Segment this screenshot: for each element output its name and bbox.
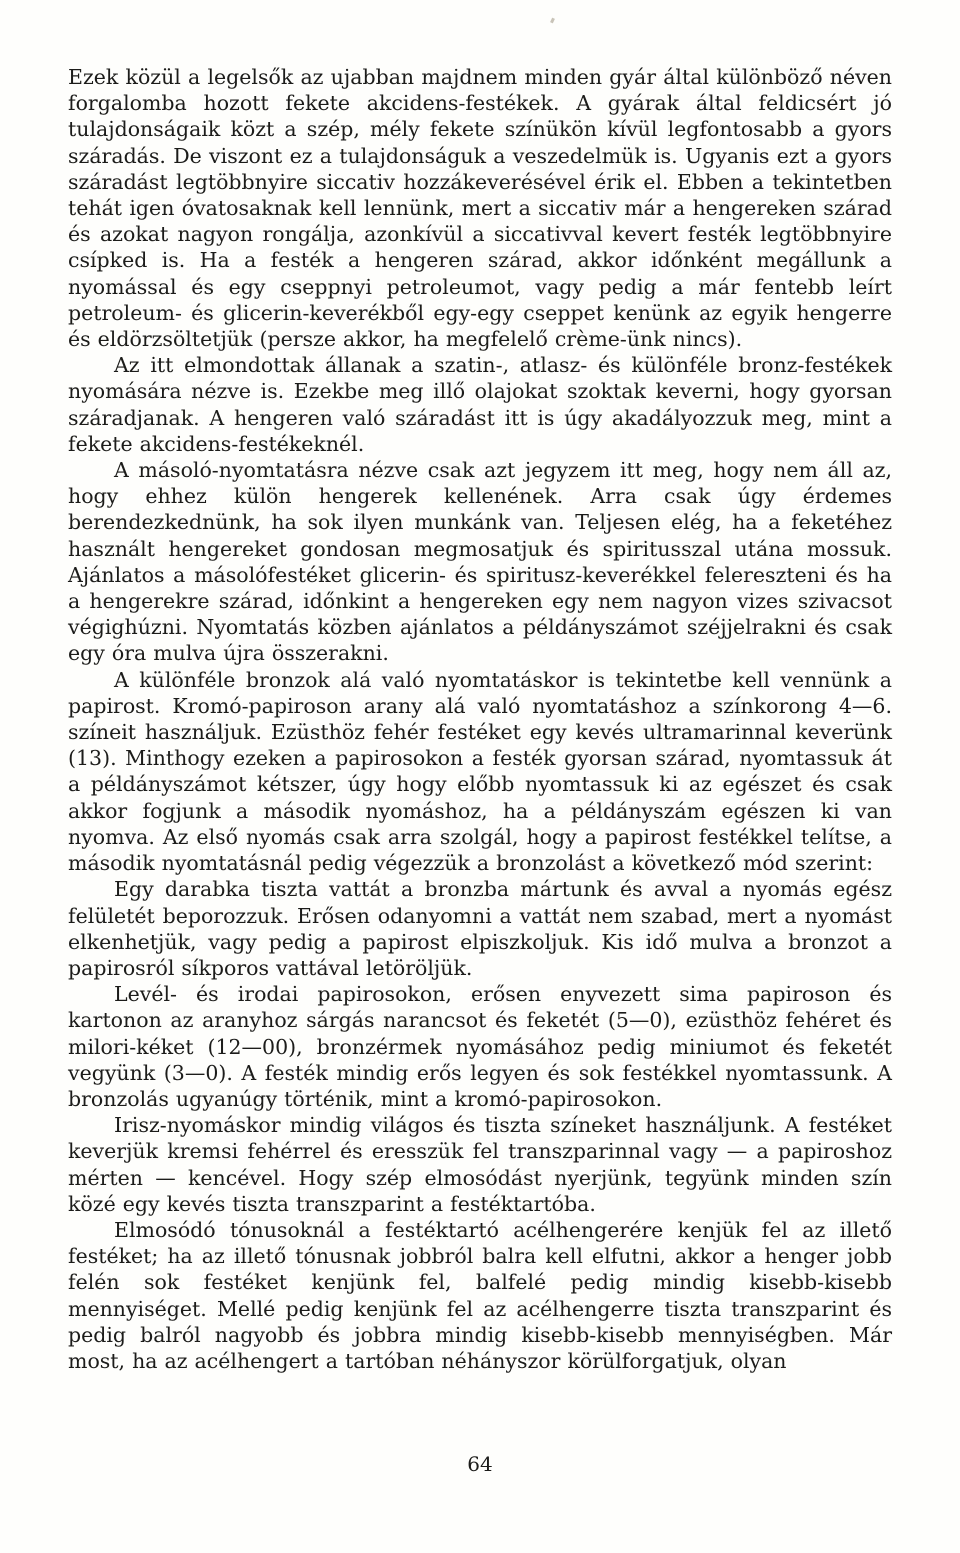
paragraph-1: Ezek közül a legelsők az ujabban majdnem minden gyár által különböző néven forgalomba hozott fekete akcidens-festékek. A gyárak által feldicsért jó tulajdonságaik közt a szép, mély fekete színükön kívül legfontosabb a gyors száradás. De viszont ez a tulajdonságuk a veszedelmük is. Ugyanis ezt a gyors száradást legtöbbnyire siccativ hozzákeverésével érik el. Ebben a tekintetben tehát igen óvatosaknak kell lennünk, mert a siccativ már a hengereken szárad és azokat nagyon rongálja, azonkívül a siccativval kevert festék legtöbbnyire csípked is. Ha a festék a hengeren szárad, akkor időnként megállunk a nyomással és egy cseppnyi petroleumot, vagy pedig a már fentebb leírt petroleum- és glicerin-keverékből egy-egy cseppet kenünk az egyik hengerre és eldörzsöltetjük (persze akkor, ha megfelelő crème-ünk nincs). <box>68 65 892 352</box>
paragraph-6: Levél- és irodai papirosokon, erősen enyvezett sima papiroson és kartonon az aranyhoz sárgás narancsot és feketét (5—0), ezüsthöz fehéret és milori-kéket (12—00), bronzérmek nyomásához pedig miniumot és feketét vegyünk (3—0). A festék mindig erős legyen és sok festékkel nyomtassunk. A bronzolás ugyanúgy történik, mint a kromó-papirosokon. <box>68 982 892 1111</box>
body-text <box>68 64 892 1374</box>
paragraph-4: A különféle bronzok alá való nyomtatáskor is tekintetbe kell vennünk a papirost. Kromó-papiroson arany alá való nyomtatáshoz a színkorong 4—6. színeit használjuk. Ezüsthöz fehér festéket egy kevés ultramarinnal keverünk (13). Minthogy ezeken a papirosokon a festék gyorsan szárad, nyomtassuk át a példányszámot kétszer, úgy hogy előbb nyomtassuk ki az egészet és csak akkor fogjunk a második nyomáshoz, ha a példányszám egészen ki van nyomva. Az első nyomás csak arra szolgál, hogy a papirost festékkel telítse, a második nyomtatásnál pedig végezzük a bronzolást a következő mód szerint: <box>68 667 892 876</box>
paragraph-3: A másoló-nyomtatásra nézve csak azt jegyzem itt meg, hogy nem áll az, hogy ehhez külön hengerek kellenének. Arra csak úgy érdemes berendezkednünk, ha sok ilyen munkánk van. Teljesen elég, ha a feketéhez használt hengereket gondosan megmosatjuk és spiritusszal utána mossuk. Ajánlatos a másolófestéket glicerin- és spiritusz-keverékkel felereszteni és ha a hengerekre szárad, időnkint a hengereken egy nem nagyon vizes szivacsot végighúzni. Nyomtatás közben ajánlatos a példányszámot széjjelrakni és csak egy óra mulva újra összerakni. <box>68 458 892 666</box>
paragraph-8: Elmosódó tónusoknál a festéktartó acélhengerére kenjük fel az illető festéket; ha az illető tónusnak jobbról balra kell elfutni, akkor a henger jobb felén sok festéket kenjünk fel, balfelé pedig mindig kisebb-kisebb mennyiséget. Mellé pedig kenjünk fel az acélhengerre tiszta transzparint és pedig balról nagyobb és jobbra mindig kisebb-kisebb mennyiségben. Már most, ha az acélhengert a tartóban néhányszor körülforgatjuk, olyan <box>68 1217 892 1373</box>
page-number: 64 <box>467 1452 493 1476</box>
paper-speck <box>550 18 555 24</box>
paragraph-2: Az itt elmondottak állanak a szatin-, atlasz- és különféle bronz-festékek nyomására nézve is. Ezekbe meg illő olajokat szoktak keverni, hogy gyorsan száradjanak. A hengeren való száradást itt is úgy akadályozzuk meg, mint a fekete akcidens-festékeknél. <box>68 353 892 456</box>
paragraph-7: Irisz-nyomáskor mindig világos és tiszta színeket használjunk. A festéket keverjük kremsi fehérrel és eresszük fel transzparinnal vagy — a papiroshoz mérten — kencével. Hogy szép elmosódást nyerjünk, tegyünk minden szín közé egy kevés tiszta transzparint a festéktartóba. <box>68 1113 892 1216</box>
paragraph-5: Egy darabka tiszta vattát a bronzba mártunk és avval a nyomás egész felületét beporozzuk. Erősen odanyomni a vattát nem szabad, mert a nyomást elkenhetjük, vagy pedig a papirost elpiszkoljuk. Kis idő mulva a bronzot a papirosról síkporos vattával letöröljük. <box>68 877 892 980</box>
